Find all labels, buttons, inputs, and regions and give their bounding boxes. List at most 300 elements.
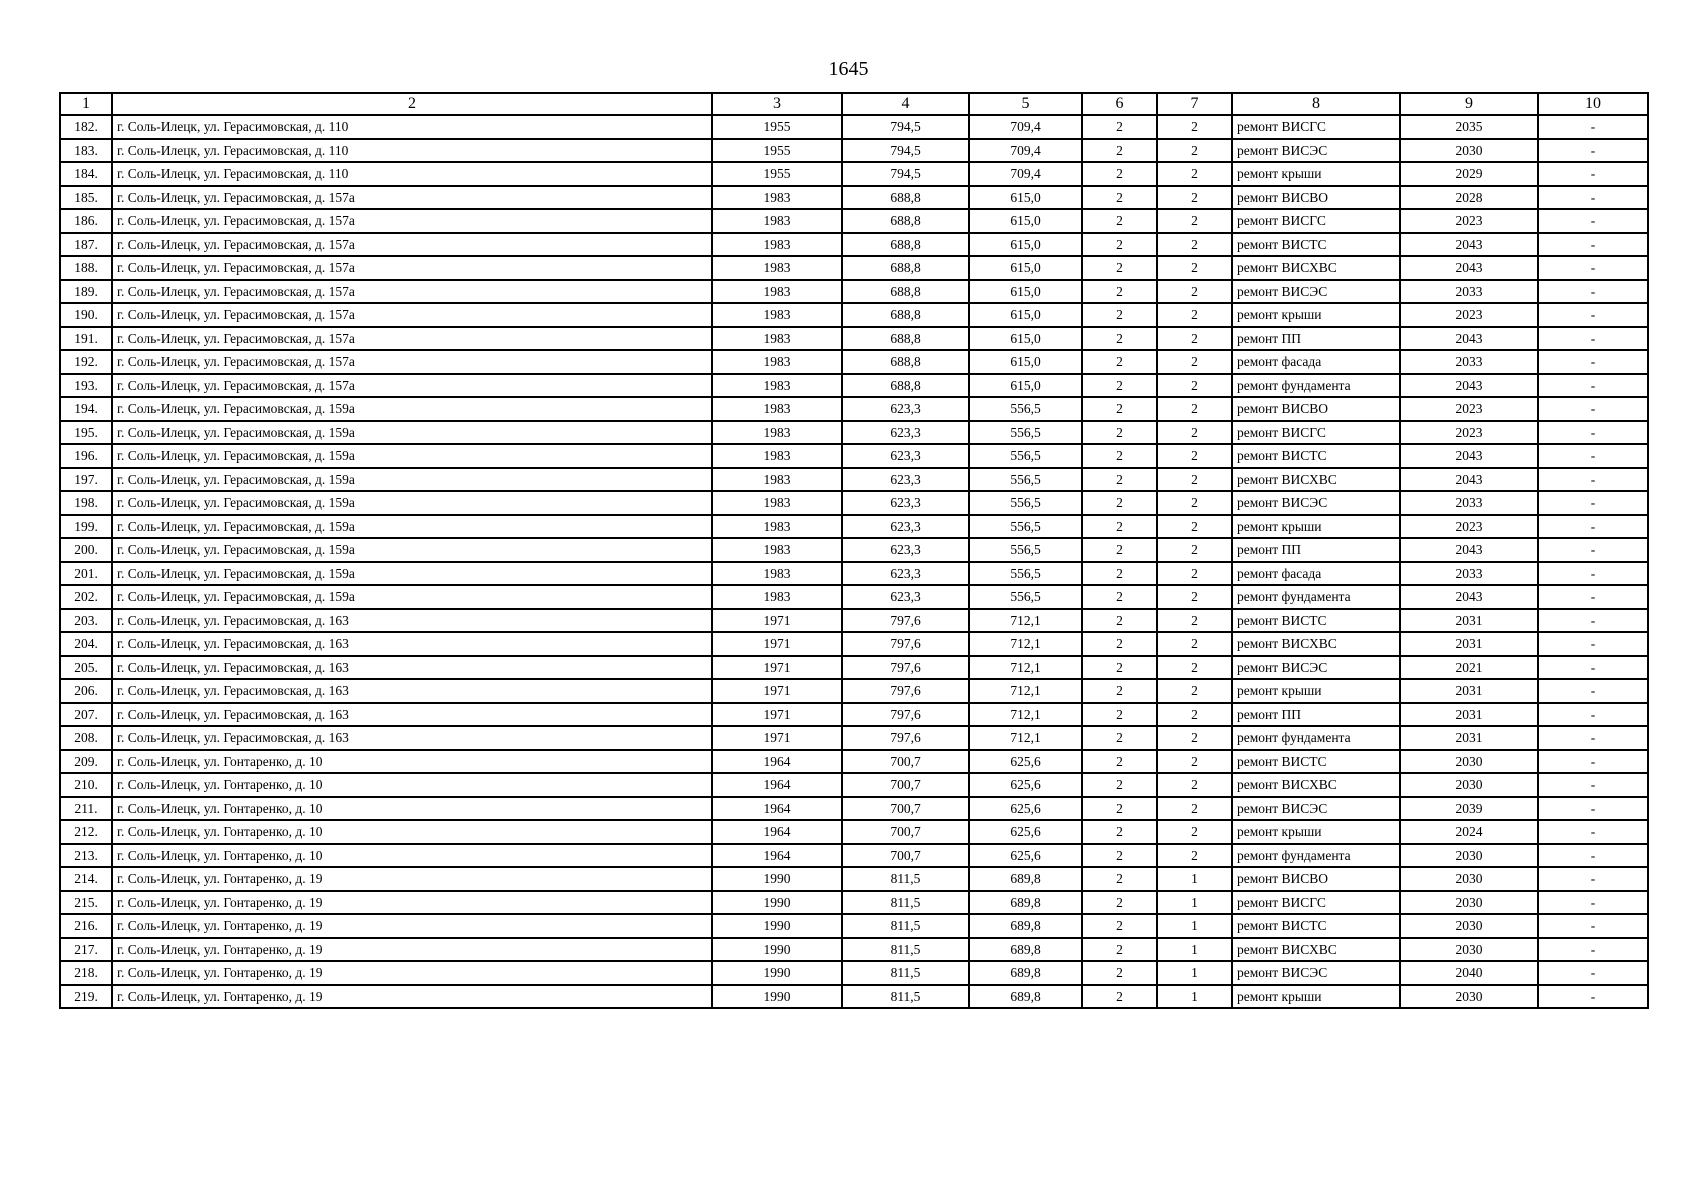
column-header-3: 3 [712,93,842,115]
living-area-cell: 615,0 [969,350,1082,374]
entrances-cell: 1 [1157,938,1232,962]
row-number-cell: 211. [60,797,112,821]
address-cell: г. Соль-Илецк, ул. Герасимовская, д. 157а [112,350,712,374]
note-cell: - [1538,844,1648,868]
year-built-cell: 1983 [712,327,842,351]
floors-cell: 2 [1082,468,1157,492]
floors-cell: 2 [1082,444,1157,468]
entrances-cell: 2 [1157,421,1232,445]
floors-cell: 2 [1082,844,1157,868]
work-type-cell: ремонт ВИСЭС [1232,280,1400,304]
work-type-cell: ремонт ВИСЭС [1232,139,1400,163]
living-area-cell: 615,0 [969,233,1082,257]
entrances-cell: 2 [1157,562,1232,586]
year-built-cell: 1983 [712,256,842,280]
year-built-cell: 1971 [712,656,842,680]
note-cell: - [1538,914,1648,938]
row-number-cell: 190. [60,303,112,327]
total-area-cell: 811,5 [842,938,969,962]
column-header-2: 2 [112,93,712,115]
floors-cell: 2 [1082,867,1157,891]
work-type-cell: ремонт фасада [1232,350,1400,374]
floors-cell: 2 [1082,891,1157,915]
floors-cell: 2 [1082,585,1157,609]
planned-year-cell: 2029 [1400,162,1538,186]
address-cell: г. Соль-Илецк, ул. Герасимовская, д. 159а [112,397,712,421]
planned-year-cell: 2023 [1400,397,1538,421]
note-cell: - [1538,256,1648,280]
planned-year-cell: 2039 [1400,797,1538,821]
total-area-cell: 623,3 [842,444,969,468]
total-area-cell: 688,8 [842,374,969,398]
year-built-cell: 1983 [712,350,842,374]
table-row [60,985,1648,1009]
entrances-cell: 2 [1157,350,1232,374]
note-cell: - [1538,350,1648,374]
note-cell: - [1538,186,1648,210]
planned-year-cell: 2028 [1400,186,1538,210]
address-cell: г. Соль-Илецк, ул. Герасимовская, д. 157а [112,256,712,280]
living-area-cell: 615,0 [969,209,1082,233]
year-built-cell: 1971 [712,679,842,703]
floors-cell: 2 [1082,209,1157,233]
address-cell: г. Соль-Илецк, ул. Герасимовская, д. 157а [112,280,712,304]
address-cell: г. Соль-Илецк, ул. Гонтаренко, д. 10 [112,844,712,868]
living-area-cell: 709,4 [969,115,1082,139]
table-row [60,679,1648,703]
living-area-cell: 709,4 [969,139,1082,163]
year-built-cell: 1964 [712,773,842,797]
living-area-cell: 712,1 [969,679,1082,703]
floors-cell: 2 [1082,985,1157,1009]
year-built-cell: 1964 [712,820,842,844]
floors-cell: 2 [1082,679,1157,703]
row-number-cell: 196. [60,444,112,468]
floors-cell: 2 [1082,562,1157,586]
row-number-cell: 195. [60,421,112,445]
year-built-cell: 1990 [712,914,842,938]
planned-year-cell: 2043 [1400,233,1538,257]
table-row [60,444,1648,468]
address-cell: г. Соль-Илецк, ул. Герасимовская, д. 163 [112,679,712,703]
table-row [60,585,1648,609]
column-header-1: 1 [60,93,112,115]
living-area-cell: 556,5 [969,562,1082,586]
year-built-cell: 1964 [712,797,842,821]
entrances-cell: 1 [1157,961,1232,985]
address-cell: г. Соль-Илецк, ул. Гонтаренко, д. 19 [112,985,712,1009]
floors-cell: 2 [1082,961,1157,985]
row-number-cell: 202. [60,585,112,609]
floors-cell: 2 [1082,256,1157,280]
year-built-cell: 1983 [712,491,842,515]
planned-year-cell: 2030 [1400,773,1538,797]
total-area-cell: 811,5 [842,985,969,1009]
living-area-cell: 556,5 [969,515,1082,539]
total-area-cell: 623,3 [842,585,969,609]
work-type-cell: ремонт крыши [1232,679,1400,703]
year-built-cell: 1990 [712,938,842,962]
table-row [60,820,1648,844]
table-row [60,350,1648,374]
row-number-cell: 201. [60,562,112,586]
planned-year-cell: 2043 [1400,538,1538,562]
row-number-cell: 216. [60,914,112,938]
entrances-cell: 2 [1157,844,1232,868]
planned-year-cell: 2030 [1400,750,1538,774]
work-type-cell: ремонт ВИСХВС [1232,468,1400,492]
entrances-cell: 2 [1157,327,1232,351]
total-area-cell: 797,6 [842,609,969,633]
table-row [60,256,1648,280]
row-number-cell: 209. [60,750,112,774]
work-type-cell: ремонт ВИСВО [1232,867,1400,891]
year-built-cell: 1955 [712,115,842,139]
year-built-cell: 1983 [712,209,842,233]
note-cell: - [1538,444,1648,468]
year-built-cell: 1983 [712,468,842,492]
note-cell: - [1538,703,1648,727]
address-cell: г. Соль-Илецк, ул. Герасимовская, д. 110 [112,139,712,163]
living-area-cell: 712,1 [969,609,1082,633]
row-number-cell: 194. [60,397,112,421]
address-cell: г. Соль-Илецк, ул. Герасимовская, д. 159а [112,468,712,492]
note-cell: - [1538,280,1648,304]
entrances-cell: 2 [1157,820,1232,844]
planned-year-cell: 2030 [1400,139,1538,163]
living-area-cell: 556,5 [969,397,1082,421]
total-area-cell: 623,3 [842,562,969,586]
floors-cell: 2 [1082,773,1157,797]
total-area-cell: 623,3 [842,421,969,445]
year-built-cell: 1983 [712,374,842,398]
table-row [60,938,1648,962]
total-area-cell: 794,5 [842,162,969,186]
total-area-cell: 688,8 [842,233,969,257]
planned-year-cell: 2030 [1400,867,1538,891]
planned-year-cell: 2043 [1400,444,1538,468]
address-cell: г. Соль-Илецк, ул. Герасимовская, д. 157а [112,209,712,233]
total-area-cell: 688,8 [842,186,969,210]
address-cell: г. Соль-Илецк, ул. Герасимовская, д. 159а [112,585,712,609]
floors-cell: 2 [1082,820,1157,844]
total-area-cell: 700,7 [842,750,969,774]
floors-cell: 2 [1082,303,1157,327]
total-area-cell: 688,8 [842,256,969,280]
floors-cell: 2 [1082,538,1157,562]
year-built-cell: 1983 [712,562,842,586]
total-area-cell: 811,5 [842,914,969,938]
row-number-cell: 218. [60,961,112,985]
table-row [60,914,1648,938]
column-header-6: 6 [1082,93,1157,115]
page-number: 1645 [828,58,869,80]
address-cell: г. Соль-Илецк, ул. Герасимовская, д. 157а [112,374,712,398]
note-cell: - [1538,679,1648,703]
living-area-cell: 615,0 [969,256,1082,280]
entrances-cell: 2 [1157,515,1232,539]
year-built-cell: 1955 [712,139,842,163]
address-cell: г. Соль-Илецк, ул. Герасимовская, д. 163 [112,703,712,727]
entrances-cell: 2 [1157,632,1232,656]
year-built-cell: 1971 [712,632,842,656]
work-type-cell: ремонт крыши [1232,162,1400,186]
entrances-cell: 2 [1157,679,1232,703]
total-area-cell: 797,6 [842,656,969,680]
row-number-cell: 184. [60,162,112,186]
row-number-cell: 182. [60,115,112,139]
living-area-cell: 625,6 [969,750,1082,774]
living-area-cell: 712,1 [969,703,1082,727]
table-row [60,139,1648,163]
floors-cell: 2 [1082,914,1157,938]
planned-year-cell: 2023 [1400,515,1538,539]
floors-cell: 2 [1082,750,1157,774]
column-header-4: 4 [842,93,969,115]
note-cell: - [1538,115,1648,139]
work-type-cell: ремонт ВИСГС [1232,209,1400,233]
entrances-cell: 2 [1157,585,1232,609]
table-row [60,515,1648,539]
floors-cell: 2 [1082,233,1157,257]
work-type-cell: ремонт фундамента [1232,585,1400,609]
row-number-cell: 185. [60,186,112,210]
address-cell: г. Соль-Илецк, ул. Герасимовская, д. 163 [112,632,712,656]
table-row [60,867,1648,891]
row-number-cell: 183. [60,139,112,163]
entrances-cell: 2 [1157,797,1232,821]
table-row [60,280,1648,304]
work-type-cell: ремонт ВИСХВС [1232,632,1400,656]
row-number-cell: 215. [60,891,112,915]
year-built-cell: 1990 [712,891,842,915]
note-cell: - [1538,491,1648,515]
table-row [60,233,1648,257]
entrances-cell: 2 [1157,186,1232,210]
total-area-cell: 688,8 [842,209,969,233]
table-row [60,632,1648,656]
work-type-cell: ремонт фундамента [1232,374,1400,398]
address-cell: г. Соль-Илецк, ул. Герасимовская, д. 159а [112,515,712,539]
floors-cell: 2 [1082,186,1157,210]
row-number-cell: 207. [60,703,112,727]
living-area-cell: 709,4 [969,162,1082,186]
floors-cell: 2 [1082,938,1157,962]
total-area-cell: 688,8 [842,303,969,327]
entrances-cell: 2 [1157,468,1232,492]
floors-cell: 2 [1082,139,1157,163]
note-cell: - [1538,632,1648,656]
living-area-cell: 712,1 [969,656,1082,680]
entrances-cell: 2 [1157,538,1232,562]
total-area-cell: 797,6 [842,703,969,727]
entrances-cell: 1 [1157,914,1232,938]
note-cell: - [1538,374,1648,398]
living-area-cell: 625,6 [969,844,1082,868]
work-type-cell: ремонт ВИСГС [1232,891,1400,915]
row-number-cell: 208. [60,726,112,750]
row-number-cell: 192. [60,350,112,374]
living-area-cell: 689,8 [969,891,1082,915]
row-number-cell: 204. [60,632,112,656]
living-area-cell: 689,8 [969,914,1082,938]
note-cell: - [1538,773,1648,797]
work-type-cell: ремонт ВИСТС [1232,444,1400,468]
address-cell: г. Соль-Илецк, ул. Герасимовская, д. 157а [112,303,712,327]
address-cell: г. Соль-Илецк, ул. Герасимовская, д. 157а [112,186,712,210]
table-row [60,750,1648,774]
table-header [60,93,1648,115]
work-type-cell: ремонт ВИСЭС [1232,491,1400,515]
living-area-cell: 615,0 [969,327,1082,351]
floors-cell: 2 [1082,115,1157,139]
year-built-cell: 1983 [712,421,842,445]
row-number-cell: 199. [60,515,112,539]
entrances-cell: 2 [1157,726,1232,750]
address-cell: г. Соль-Илецк, ул. Гонтаренко, д. 10 [112,750,712,774]
table-row [60,327,1648,351]
living-area-cell: 625,6 [969,797,1082,821]
floors-cell: 2 [1082,397,1157,421]
work-type-cell: ремонт ВИСТС [1232,914,1400,938]
planned-year-cell: 2033 [1400,350,1538,374]
living-area-cell: 689,8 [969,867,1082,891]
work-type-cell: ремонт ВИСХВС [1232,773,1400,797]
entrances-cell: 2 [1157,750,1232,774]
living-area-cell: 556,5 [969,538,1082,562]
living-area-cell: 556,5 [969,491,1082,515]
row-number-cell: 186. [60,209,112,233]
address-cell: г. Соль-Илецк, ул. Герасимовская, д. 159а [112,538,712,562]
floors-cell: 2 [1082,656,1157,680]
year-built-cell: 1964 [712,844,842,868]
entrances-cell: 1 [1157,867,1232,891]
note-cell: - [1538,327,1648,351]
note-cell: - [1538,233,1648,257]
entrances-cell: 2 [1157,374,1232,398]
planned-year-cell: 2035 [1400,115,1538,139]
year-built-cell: 1983 [712,444,842,468]
table-row [60,374,1648,398]
address-cell: г. Соль-Илецк, ул. Гонтаренко, д. 10 [112,820,712,844]
row-number-cell: 189. [60,280,112,304]
row-number-cell: 187. [60,233,112,257]
total-area-cell: 811,5 [842,891,969,915]
planned-year-cell: 2023 [1400,209,1538,233]
entrances-cell: 2 [1157,773,1232,797]
row-number-cell: 217. [60,938,112,962]
entrances-cell: 2 [1157,656,1232,680]
row-number-cell: 197. [60,468,112,492]
planned-year-cell: 2040 [1400,961,1538,985]
work-type-cell: ремонт ВИСГС [1232,115,1400,139]
total-area-cell: 623,3 [842,515,969,539]
living-area-cell: 689,8 [969,985,1082,1009]
address-cell: г. Соль-Илецк, ул. Гонтаренко, д. 19 [112,867,712,891]
living-area-cell: 615,0 [969,186,1082,210]
total-area-cell: 688,8 [842,327,969,351]
note-cell: - [1538,797,1648,821]
living-area-cell: 615,0 [969,374,1082,398]
total-area-cell: 623,3 [842,538,969,562]
floors-cell: 2 [1082,491,1157,515]
year-built-cell: 1990 [712,961,842,985]
table-row [60,421,1648,445]
year-built-cell: 1971 [712,609,842,633]
note-cell: - [1538,303,1648,327]
total-area-cell: 700,7 [842,820,969,844]
address-cell: г. Соль-Илецк, ул. Герасимовская, д. 163 [112,656,712,680]
work-type-cell: ремонт фундамента [1232,844,1400,868]
address-cell: г. Соль-Илецк, ул. Герасимовская, д. 159а [112,421,712,445]
planned-year-cell: 2043 [1400,327,1538,351]
work-type-cell: ремонт ВИСТС [1232,750,1400,774]
planned-year-cell: 2030 [1400,914,1538,938]
work-type-cell: ремонт ПП [1232,703,1400,727]
living-area-cell: 689,8 [969,938,1082,962]
planned-year-cell: 2023 [1400,303,1538,327]
address-cell: г. Соль-Илецк, ул. Гонтаренко, д. 19 [112,891,712,915]
work-type-cell: ремонт крыши [1232,820,1400,844]
living-area-cell: 712,1 [969,632,1082,656]
row-number-cell: 205. [60,656,112,680]
address-cell: г. Соль-Илецк, ул. Гонтаренко, д. 19 [112,914,712,938]
floors-cell: 2 [1082,374,1157,398]
table-row [60,209,1648,233]
planned-year-cell: 2031 [1400,609,1538,633]
row-number-cell: 200. [60,538,112,562]
table-row [60,397,1648,421]
table-row [60,562,1648,586]
work-type-cell: ремонт ВИСТС [1232,233,1400,257]
repair-schedule-table [59,92,1649,1009]
address-cell: г. Соль-Илецк, ул. Герасимовская, д. 159а [112,491,712,515]
row-number-cell: 219. [60,985,112,1009]
planned-year-cell: 2043 [1400,468,1538,492]
floors-cell: 2 [1082,280,1157,304]
work-type-cell: ремонт ПП [1232,327,1400,351]
floors-cell: 2 [1082,726,1157,750]
planned-year-cell: 2031 [1400,726,1538,750]
entrances-cell: 2 [1157,115,1232,139]
work-type-cell: ремонт крыши [1232,303,1400,327]
planned-year-cell: 2030 [1400,938,1538,962]
planned-year-cell: 2024 [1400,820,1538,844]
table-row [60,961,1648,985]
note-cell: - [1538,985,1648,1009]
planned-year-cell: 2031 [1400,632,1538,656]
row-number-cell: 206. [60,679,112,703]
total-area-cell: 623,3 [842,491,969,515]
table-row [60,468,1648,492]
year-built-cell: 1971 [712,703,842,727]
living-area-cell: 689,8 [969,961,1082,985]
row-number-cell: 198. [60,491,112,515]
column-header-7: 7 [1157,93,1232,115]
living-area-cell: 625,6 [969,773,1082,797]
work-type-cell: ремонт ВИСВО [1232,186,1400,210]
year-built-cell: 1971 [712,726,842,750]
note-cell: - [1538,938,1648,962]
work-type-cell: ремонт ВИСХВС [1232,938,1400,962]
table-row [60,609,1648,633]
living-area-cell: 556,5 [969,421,1082,445]
work-type-cell: ремонт крыши [1232,985,1400,1009]
table-row [60,491,1648,515]
year-built-cell: 1983 [712,538,842,562]
living-area-cell: 625,6 [969,820,1082,844]
planned-year-cell: 2043 [1400,256,1538,280]
